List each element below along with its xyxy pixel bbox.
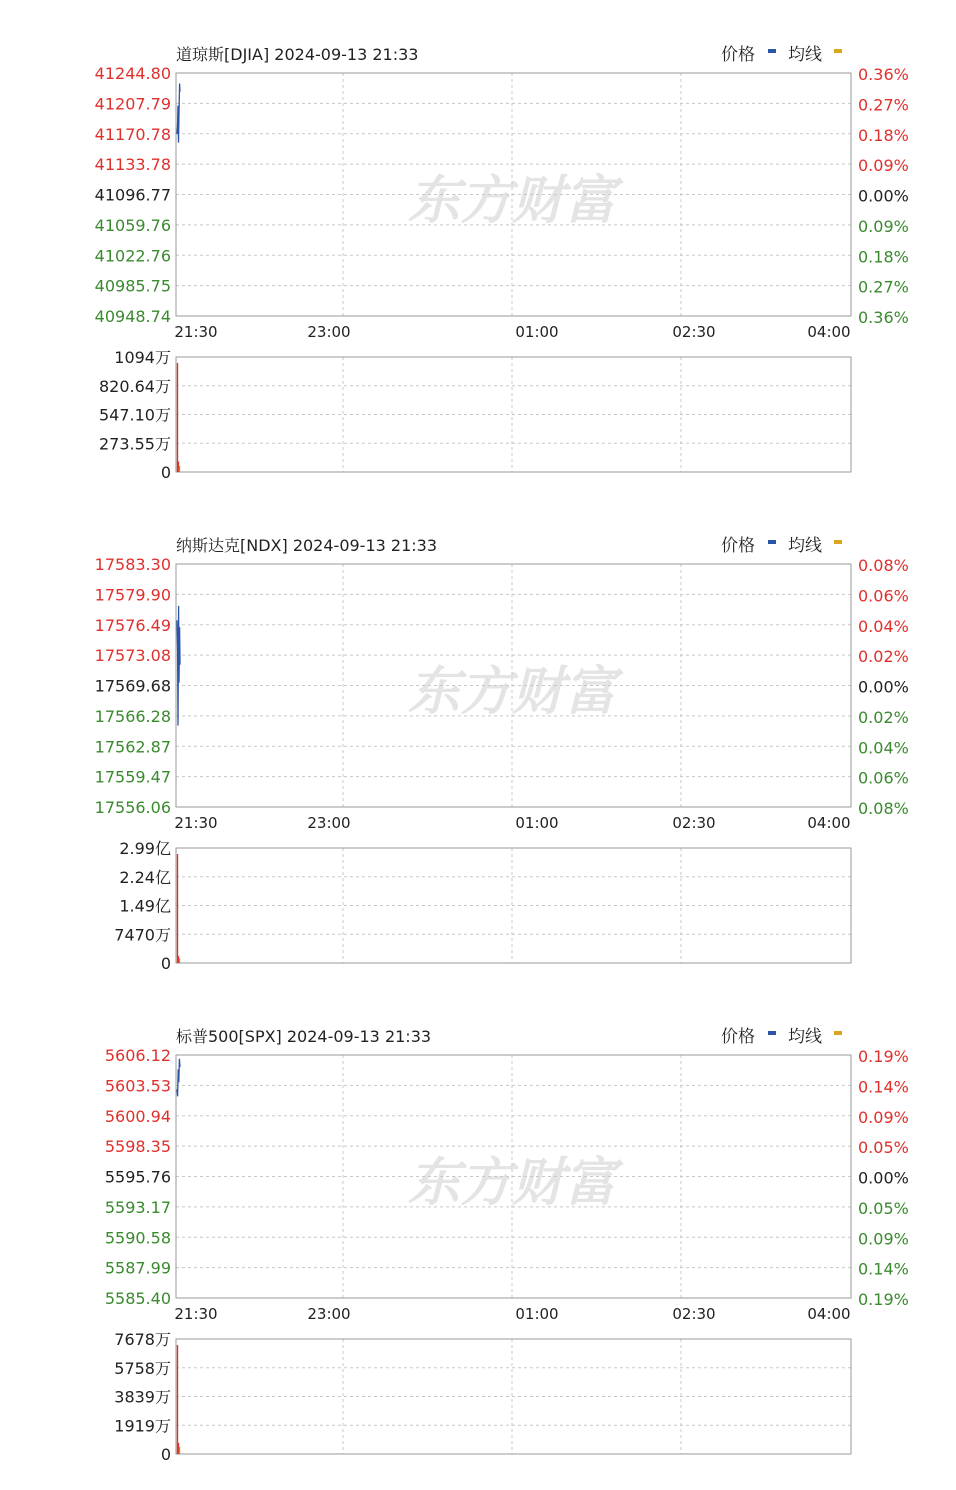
time-tick-label: 21:30 — [174, 814, 218, 832]
price-tick-label: 17559.47 — [94, 767, 171, 787]
time-tick-label: 23:00 — [307, 814, 351, 832]
pct-tick-label: 0.09% — [858, 216, 909, 236]
time-tick-label: 21:30 — [174, 323, 218, 341]
legend-price-swatch — [768, 540, 776, 544]
pct-tick-label: 0.18% — [858, 125, 909, 145]
time-tick-label: 04:00 — [807, 814, 851, 832]
chart-header: 标普500[SPX] 2024-09-13 21:33 — [176, 1027, 432, 1046]
pct-tick-label: 0.27% — [858, 277, 909, 297]
chart-panel-1 — [95, 536, 909, 973]
pct-tick-label: 0.08% — [858, 556, 909, 575]
volume-tick-label: 2.99亿 — [119, 839, 171, 858]
time-tick-label: 01:00 — [515, 323, 559, 341]
pct-tick-label: 0.08% — [858, 799, 909, 818]
volume-tick-label: 0 — [160, 954, 171, 973]
pct-tick-label: 0.00% — [858, 1168, 909, 1188]
price-tick-label: 41207.79 — [94, 94, 171, 114]
legend-avg-swatch — [834, 1031, 842, 1035]
volume-tick-label: 0 — [160, 1445, 171, 1464]
chart-panel-2 — [105, 1027, 909, 1464]
price-tick-label: 41133.78 — [94, 155, 171, 175]
volume-grid — [176, 1339, 851, 1454]
price-tick-label: 17573.08 — [94, 646, 171, 666]
price-grid — [176, 73, 851, 316]
pct-tick-label: 0.19% — [858, 1047, 909, 1066]
price-grid — [176, 564, 851, 807]
pct-tick-label: 0.06% — [858, 586, 909, 606]
volume-tick-label: 2.24亿 — [119, 867, 171, 887]
price-tick-label: 41096.77 — [94, 185, 171, 205]
price-tick-label: 17569.68 — [94, 676, 171, 696]
pct-tick-label: 0.19% — [858, 1290, 909, 1309]
pct-tick-label: 0.00% — [858, 677, 909, 697]
volume-grid — [176, 357, 851, 472]
watermark: 东方财富 — [407, 171, 617, 231]
pct-tick-label: 0.36% — [858, 308, 909, 327]
price-series-line — [177, 84, 180, 143]
volume-tick-label: 7678万 — [114, 1330, 171, 1349]
price-tick-label: 17579.90 — [94, 585, 171, 605]
price-tick-label: 41022.76 — [94, 246, 171, 266]
legend-price-label: 价格 — [721, 45, 755, 65]
pct-tick-label: 0.05% — [858, 1138, 909, 1158]
volume-tick-label: 7470万 — [114, 925, 171, 945]
time-tick-label: 23:00 — [307, 1305, 351, 1323]
price-tick-label: 41170.78 — [94, 124, 171, 144]
chart-header: 道琼斯[DJIA] 2024-09-13 21:33 — [176, 45, 419, 64]
volume-tick-label: 3839万 — [114, 1387, 171, 1407]
price-tick-label: 41244.80 — [94, 64, 171, 83]
price-series-line — [177, 1059, 180, 1097]
time-tick-label: 23:00 — [307, 323, 351, 341]
pct-tick-label: 0.36% — [858, 65, 909, 84]
legend-price-label: 价格 — [721, 1027, 755, 1047]
pct-tick-label: 0.02% — [858, 647, 909, 667]
pct-tick-label: 0.14% — [858, 1259, 909, 1279]
time-tick-label: 02:30 — [672, 1305, 716, 1323]
price-tick-label: 5593.17 — [104, 1197, 171, 1217]
price-grid — [176, 1055, 851, 1298]
pct-tick-label: 0.27% — [858, 95, 909, 115]
pct-tick-label: 0.05% — [858, 1198, 909, 1218]
pct-tick-label: 0.18% — [858, 247, 909, 267]
volume-tick-label: 547.10万 — [99, 405, 171, 425]
time-tick-label: 21:30 — [174, 1305, 218, 1323]
time-tick-label: 04:00 — [807, 1305, 851, 1323]
pct-tick-label: 0.14% — [858, 1077, 909, 1097]
price-tick-label: 17576.49 — [94, 615, 171, 635]
price-tick-label: 17566.28 — [94, 706, 171, 726]
legend-price-swatch — [768, 49, 776, 53]
price-tick-label: 17556.06 — [94, 798, 171, 817]
time-tick-label: 02:30 — [672, 323, 716, 341]
legend-avg-swatch — [834, 49, 842, 53]
watermark: 东方财富 — [407, 662, 617, 722]
volume-tick-label: 820.64万 — [99, 376, 171, 396]
pct-tick-label: 0.09% — [858, 1229, 909, 1249]
price-tick-label: 40948.74 — [94, 307, 171, 326]
price-tick-label: 5585.40 — [104, 1289, 171, 1308]
time-tick-label: 04:00 — [807, 323, 851, 341]
volume-tick-label: 0 — [160, 463, 171, 482]
pct-tick-label: 0.04% — [858, 738, 909, 758]
time-tick-label: 01:00 — [515, 1305, 559, 1323]
pct-tick-label: 0.00% — [858, 186, 909, 206]
legend-avg-swatch — [834, 540, 842, 544]
price-tick-label: 5590.58 — [104, 1228, 171, 1248]
volume-tick-label: 1094万 — [114, 348, 171, 367]
legend-price-label: 价格 — [721, 536, 755, 556]
price-tick-label: 40985.75 — [94, 276, 171, 296]
price-tick-label: 17562.87 — [94, 737, 171, 757]
legend-avg-label: 均线 — [788, 45, 822, 65]
time-tick-label: 01:00 — [515, 814, 559, 832]
pct-tick-label: 0.04% — [858, 616, 909, 636]
legend-avg-label: 均线 — [788, 536, 822, 556]
pct-tick-label: 0.06% — [858, 768, 909, 788]
pct-tick-label: 0.09% — [858, 1107, 909, 1127]
time-tick-label: 02:30 — [672, 814, 716, 832]
price-tick-label: 5606.12 — [104, 1046, 171, 1065]
price-tick-label: 41059.76 — [94, 215, 171, 235]
legend-price-swatch — [768, 1031, 776, 1035]
price-tick-label: 5595.76 — [104, 1167, 171, 1187]
price-tick-label: 5598.35 — [104, 1137, 171, 1157]
pct-tick-label: 0.09% — [858, 156, 909, 176]
price-tick-label: 17583.30 — [94, 555, 171, 574]
volume-tick-label: 5758万 — [114, 1358, 171, 1378]
volume-tick-label: 1919万 — [114, 1416, 171, 1436]
volume-grid — [176, 848, 851, 963]
price-series-line — [177, 606, 180, 726]
chart-header: 纳斯达克[NDX] 2024-09-13 21:33 — [176, 536, 438, 555]
legend-avg-label: 均线 — [788, 1027, 822, 1047]
watermark: 东方财富 — [407, 1153, 617, 1213]
chart-panel-0 — [95, 45, 909, 482]
price-tick-label: 5603.53 — [104, 1076, 171, 1096]
volume-tick-label: 1.49亿 — [119, 896, 171, 916]
pct-tick-label: 0.02% — [858, 707, 909, 727]
volume-tick-label: 273.55万 — [99, 434, 171, 454]
price-tick-label: 5587.99 — [104, 1258, 171, 1278]
price-tick-label: 5600.94 — [104, 1106, 171, 1126]
